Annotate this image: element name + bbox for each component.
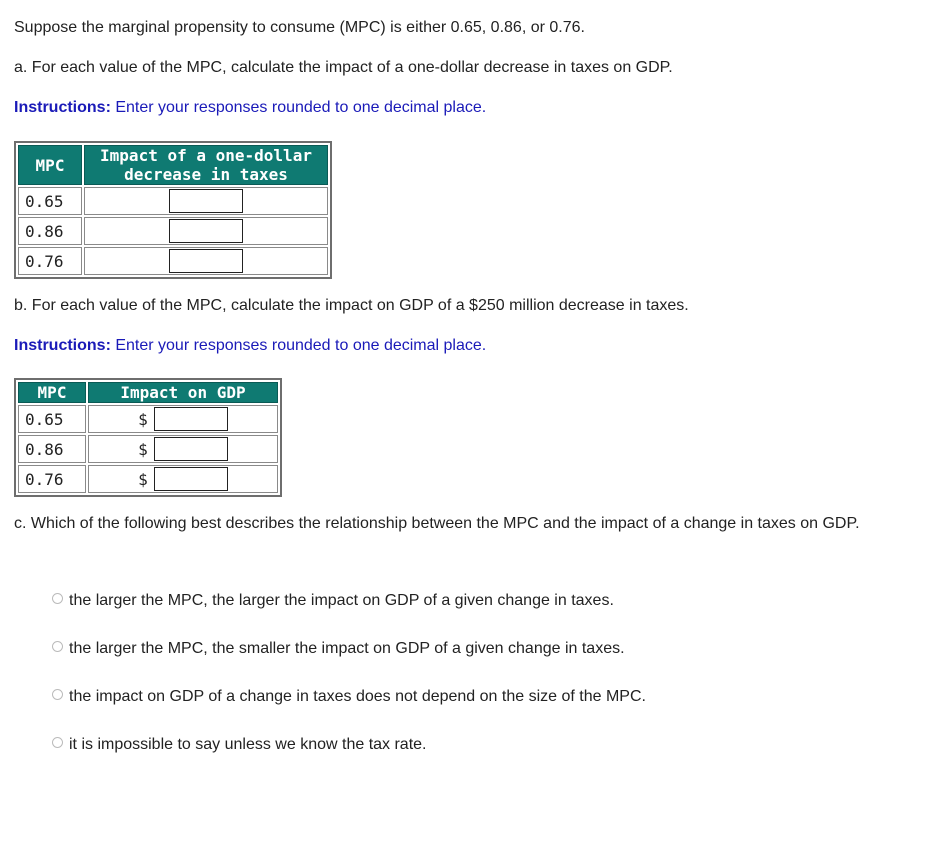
intro-text: Suppose the marginal propensity to consume (MPC) is either 0.65, 0.86, or 0.76. (14, 19, 585, 36)
part-c-question: c. Which of the following best describes the relationship between the MPC and the impact of a change in taxes on GDP. (14, 515, 860, 532)
part-a-question: a. For each value of the MPC, calculate the impact of a one-dollar decrease in taxes on GDP. (14, 59, 673, 76)
part-b-instructions (14, 336, 486, 356)
instructions-label: Instructions: (14, 99, 111, 116)
answer-input[interactable] (154, 467, 228, 491)
option-item[interactable] (52, 686, 646, 734)
col-header-impact-line1: Impact of a one-dollar (100, 146, 312, 165)
answer-cell (88, 405, 278, 433)
col-header-mpc: MPC (18, 145, 82, 185)
mpc-value: 0.86 (18, 217, 82, 245)
answer-cell (88, 435, 278, 463)
dollar-sign: $ (138, 469, 148, 489)
part-b-question: b. For each value of the MPC, calculate the impact on GDP of a $250 million decrease in taxes. (14, 297, 689, 314)
mpc-value: 0.65 (18, 405, 86, 433)
col-header-impact-line2: decrease in taxes (124, 165, 288, 184)
dollar-sign: $ (138, 409, 148, 429)
answer-input[interactable] (169, 189, 243, 213)
option-label: the larger the MPC, the larger the impact on GDP of a given change in taxes. (69, 592, 614, 609)
instructions-text: Enter your responses rounded to one decimal place. (110, 99, 487, 116)
table-row (18, 465, 278, 493)
part-b-table (14, 378, 282, 497)
option-item[interactable] (52, 590, 646, 638)
option-label: the larger the MPC, the smaller the impact on GDP of a given change in taxes. (69, 640, 625, 657)
table-row (18, 247, 328, 275)
col-header-impact (84, 145, 328, 185)
mpc-value: 0.76 (18, 247, 82, 275)
instructions-label: Instructions: (14, 337, 111, 354)
part-a-table (14, 141, 332, 279)
mpc-value: 0.65 (18, 187, 82, 215)
answer-cell (84, 187, 328, 215)
instructions-text: Enter your responses rounded to one decimal place. (110, 337, 487, 354)
option-label: it is impossible to say unless we know the tax rate. (69, 736, 427, 753)
radio-button[interactable] (52, 689, 63, 700)
answer-input[interactable] (169, 249, 243, 273)
option-label: the impact on GDP of a change in taxes does not depend on the size of the MPC. (69, 688, 646, 705)
option-item[interactable] (52, 734, 646, 782)
table-row (18, 405, 278, 433)
col-header-mpc: MPC (18, 382, 86, 403)
radio-button[interactable] (52, 737, 63, 748)
part-a-instructions (14, 98, 486, 118)
mpc-value: 0.86 (18, 435, 86, 463)
answer-cell (84, 247, 328, 275)
mpc-value: 0.76 (18, 465, 86, 493)
table-row (18, 435, 278, 463)
answer-input[interactable] (154, 437, 228, 461)
answer-input[interactable] (169, 219, 243, 243)
answer-cell (84, 217, 328, 245)
dollar-sign: $ (138, 439, 148, 459)
answer-cell (88, 465, 278, 493)
table-row (18, 217, 328, 245)
radio-button[interactable] (52, 593, 63, 604)
radio-button[interactable] (52, 641, 63, 652)
answer-input[interactable] (154, 407, 228, 431)
col-header-impact-gdp: Impact on GDP (88, 382, 278, 403)
option-item[interactable] (52, 638, 646, 686)
table-row (18, 187, 328, 215)
part-c-options (52, 590, 646, 782)
